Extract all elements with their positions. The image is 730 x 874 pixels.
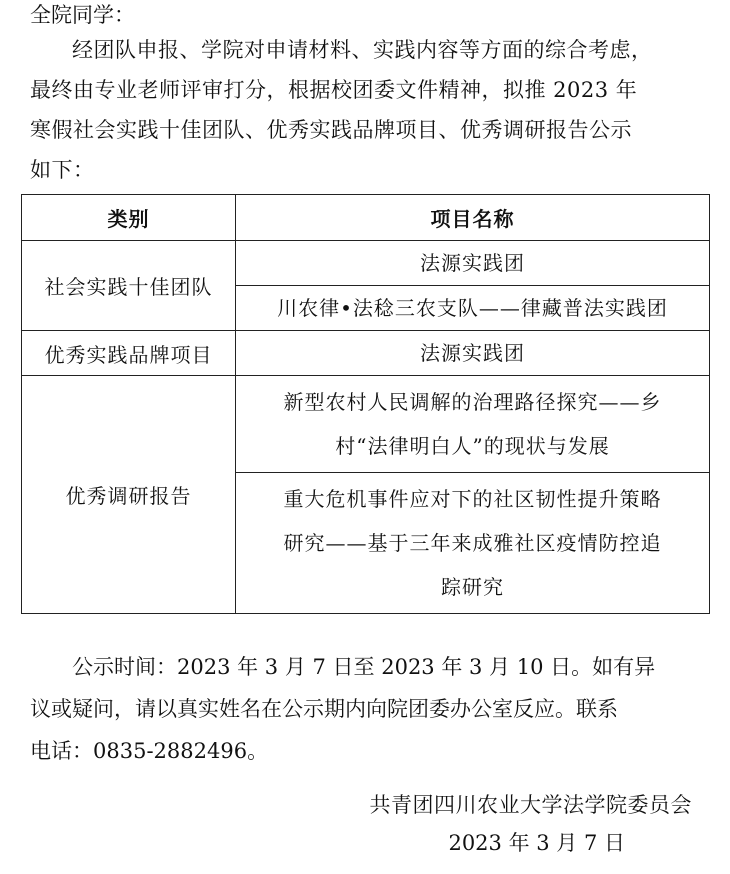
category-cell: 优秀实践品牌项目 <box>22 331 236 376</box>
intro-line: 最终由专业老师评审打分，根据校团委文件精神，拟推 2023 年 <box>30 78 638 102</box>
project-name-line: 新型农村人民调解的治理路径探究——乡 <box>283 390 662 414</box>
project-name: 法源实践团 <box>420 341 525 365</box>
project-name-line: 研究——基于三年来成雅社区疫情防控追 <box>283 531 662 555</box>
project-name: 川农律•法稔三农支队——律藏普法实践团 <box>277 296 668 320</box>
signature-organization: 共青团四川农业大学法学院委员会 <box>369 793 692 817</box>
award-table <box>21 194 710 614</box>
project-cell <box>236 376 710 473</box>
project-name-line: 重大危机事件应对下的社区韧性提升策略 <box>283 487 662 511</box>
category-cell: 优秀调研报告 <box>22 376 236 614</box>
intro-line: 如下： <box>30 158 95 182</box>
table-row <box>22 241 710 286</box>
notice-line: 议或疑问，请以真实姓名在公示期内向院团委办公室反应。联系 <box>30 697 618 721</box>
notice-paragraph <box>30 646 700 772</box>
project-cell <box>236 241 710 286</box>
project-cell <box>236 473 710 614</box>
table-header-row <box>22 195 710 241</box>
intro-line: 经团队申报、学院对申请材料、实践内容等方面的综合考虑， <box>72 38 653 62</box>
table-row <box>22 376 710 473</box>
signature-date: 2023 年 3 月 7 日 <box>448 831 625 855</box>
project-name: 法源实践团 <box>420 251 525 275</box>
intro-paragraph <box>30 30 700 190</box>
notice-line: 公示时间：2023 年 3 月 7 日至 2023 年 3 月 10 日。如有异 <box>72 655 656 679</box>
header-category: 类别 <box>22 195 236 241</box>
category-cell: 社会实践十佳团队 <box>22 241 236 331</box>
table-row <box>22 331 710 376</box>
notice-line: 电话：0835-2882496。 <box>30 739 269 763</box>
project-cell <box>236 286 710 331</box>
project-name-line: 村“法律明白人”的现状与发展 <box>335 434 610 458</box>
project-cell <box>236 331 710 376</box>
intro-line: 寒假社会实践十佳团队、优秀实践品牌项目、优秀调研报告公示 <box>30 118 632 142</box>
salutation: 全院同学： <box>30 3 135 27</box>
project-name-line: 踪研究 <box>441 575 504 599</box>
header-project-name: 项目名称 <box>236 195 710 241</box>
